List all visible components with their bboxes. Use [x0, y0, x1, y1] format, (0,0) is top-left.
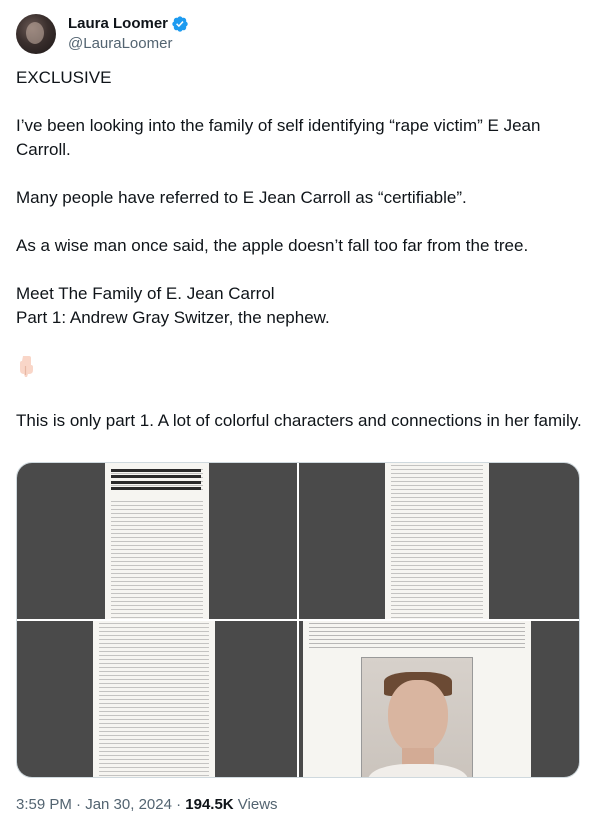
media-image-4[interactable]: [299, 621, 579, 777]
article-page: [93, 621, 215, 777]
author-handle[interactable]: @LauraLoomer: [68, 35, 173, 52]
timestamp[interactable]: 3:59 PM · Jan 30, 2024 ·: [16, 796, 186, 813]
tweet-paragraph: As a wise man once said, the apple doesn’t fall too far from the tree.: [16, 236, 529, 255]
article-page: [105, 463, 209, 619]
media-image-3[interactable]: [17, 621, 297, 777]
article-page: [385, 463, 489, 619]
media-image-1[interactable]: [17, 463, 297, 619]
tweet-paragraph: EXCLUSIVE: [16, 68, 112, 87]
emoji-line: [16, 354, 584, 385]
media-image-2[interactable]: [299, 463, 579, 619]
avatar[interactable]: [16, 14, 56, 54]
tweet-header: [16, 12, 189, 56]
mugshot-photo: [361, 657, 473, 777]
tweet-text: [16, 66, 584, 433]
views-label: Views: [233, 796, 278, 813]
author-block: [68, 14, 189, 54]
article-page-with-mugshot: [303, 621, 531, 777]
tweet-paragraph: This is only part 1. A lot of colorful characters and connections in her family.: [16, 411, 582, 430]
tweet-paragraph: Part 1: Andrew Gray Switzer, the nephew.: [16, 308, 330, 327]
tweet-paragraph: Many people have referred to E Jean Carroll as “certifiable”.: [16, 188, 467, 207]
author-name[interactable]: Laura Loomer: [68, 15, 169, 32]
tweet-meta: [16, 795, 278, 815]
tweet-paragraph: I’ve been looking into the family of self identifying “rape victim” E Jean Carroll.: [16, 116, 541, 159]
tweet-paragraph: Meet The Family of E. Jean Carrol: [16, 284, 275, 303]
point-down-emoji-icon: [16, 354, 38, 378]
verified-badge-icon: [171, 15, 189, 33]
views-count: 194.5K: [185, 796, 234, 813]
author-name-row[interactable]: [68, 14, 189, 34]
media-grid: [16, 462, 580, 778]
